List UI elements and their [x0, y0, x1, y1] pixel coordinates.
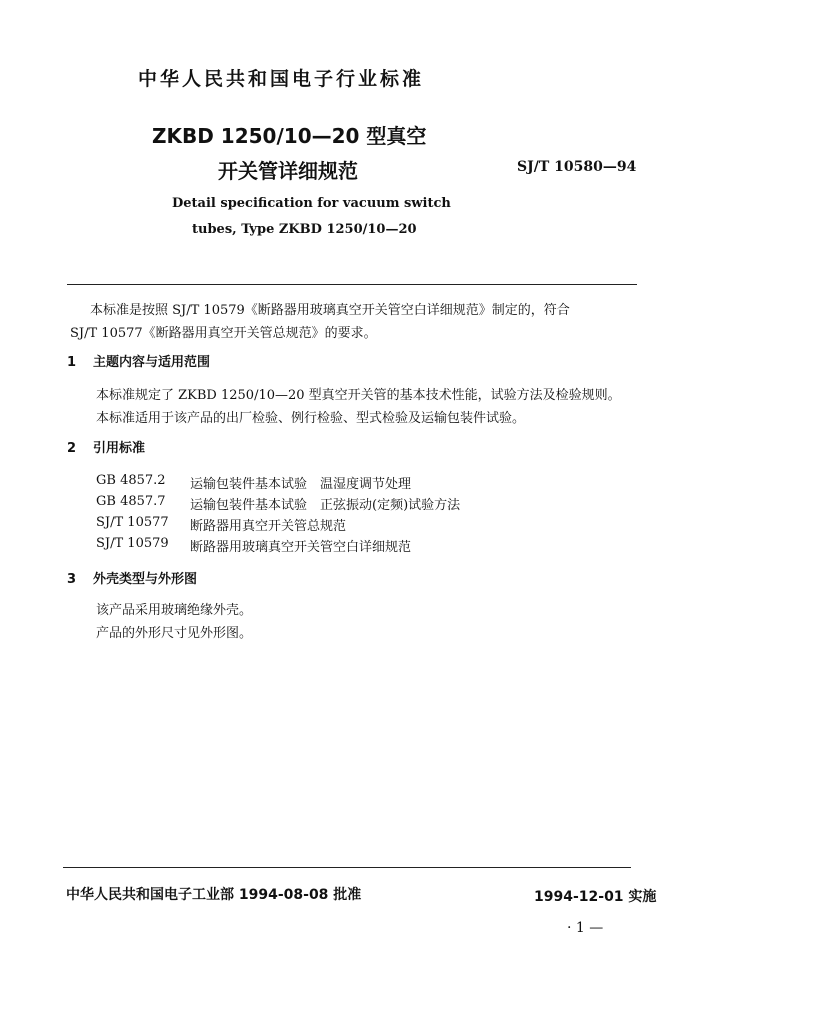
standard-number: SJ/T 10580—94 — [517, 159, 637, 175]
intro-line-2: SJ/T 10577《断路器用真空开关管总规范》的要求。 — [70, 326, 377, 341]
section-1-paragraph-1: 本标准规定了 ZKBD 1250/10—20 型真空开关管的基本技术性能，试验方法及检验规则。 — [96, 388, 621, 403]
document-title-line-1: ZKBD 1250/10—20 型真空 — [152, 124, 427, 148]
reference-title: 断路器用真空开关管总规范 — [190, 519, 347, 534]
page-number: · 1 — — [567, 920, 604, 936]
section-3-paragraph-2: 产品的外形尺寸见外形图。 — [96, 626, 253, 641]
header-divider — [67, 284, 637, 285]
section-number: 1 — [67, 355, 77, 370]
section-3-heading — [67, 568, 197, 587]
english-title-line-1: Detail specification for vacuum switch — [172, 196, 451, 211]
implementation-date: 1994-12-01 实施 — [534, 889, 657, 905]
section-1-heading — [67, 351, 210, 370]
intro-line-1: 本标准是按照 SJ/T 10579《断路器用玻璃真空开关管空白详细规范》制定的，符合 — [90, 303, 570, 318]
section-title: 引用标准 — [93, 441, 146, 456]
reference-title: 运输包装件基本试验 正弦振动(定频)试验方法 — [190, 498, 461, 513]
document-title-line-2: 开关管详细规范 — [218, 159, 358, 183]
section-3-paragraph-1: 该产品采用玻璃绝缘外壳。 — [96, 603, 253, 618]
section-number: 3 — [67, 572, 77, 587]
section-1-paragraph-2: 本标准适用于该产品的出厂检验、例行检验、型式检验及运输包装件试验。 — [96, 411, 526, 426]
section-title: 主题内容与适用范围 — [93, 355, 211, 370]
approval-statement: 中华人民共和国电子工业部 1994-08-08 批准 — [66, 887, 362, 903]
section-2-heading — [67, 437, 145, 456]
reference-title: 运输包装件基本试验 温湿度调节处理 — [190, 477, 412, 492]
reference-code: SJ/T 10579 — [96, 536, 169, 551]
footer-divider — [63, 867, 631, 868]
english-title-line-2: tubes, Type ZKBD 1250/10—20 — [192, 222, 417, 237]
reference-code: SJ/T 10577 — [96, 515, 169, 530]
section-title: 外壳类型与外形图 — [93, 572, 198, 587]
issuing-body-title: 中华人民共和国电子行业标准 — [138, 68, 425, 90]
reference-title: 断路器用玻璃真空开关管空白详细规范 — [190, 540, 412, 555]
reference-code: GB 4857.7 — [96, 494, 166, 509]
section-number: 2 — [67, 441, 77, 456]
reference-code: GB 4857.2 — [96, 473, 166, 488]
